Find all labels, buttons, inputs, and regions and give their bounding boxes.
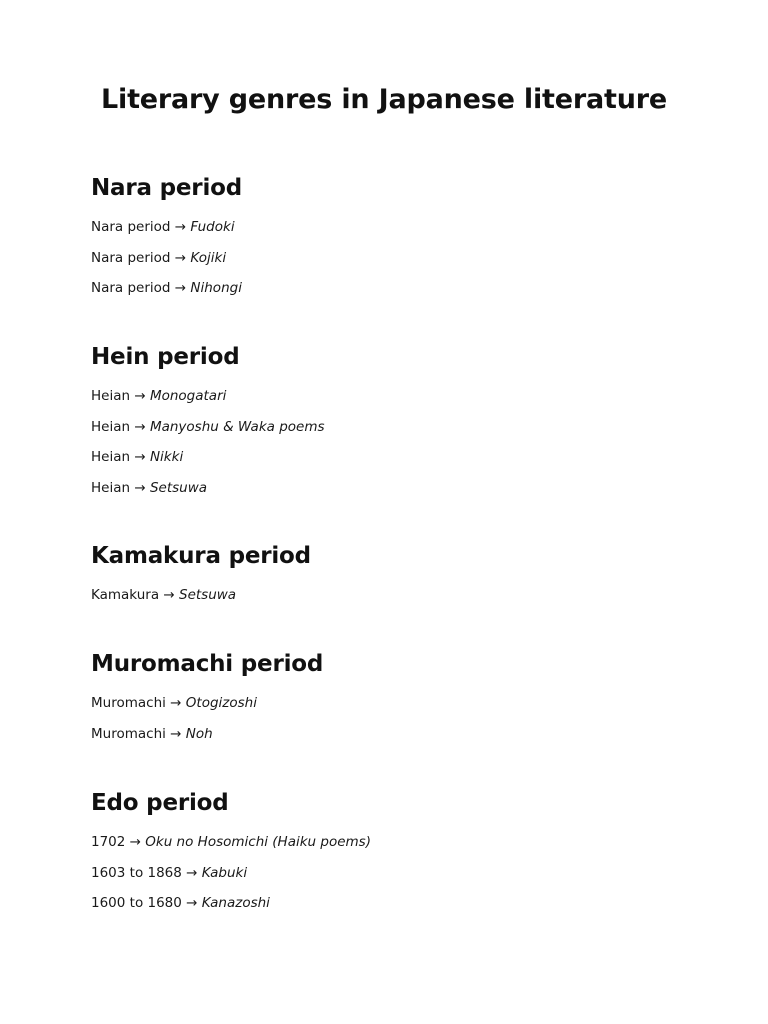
arrow-icon: → <box>186 895 198 911</box>
entry-work: Setsuwa <box>149 479 208 496</box>
arrow-icon: → <box>134 479 146 496</box>
list-item <box>91 218 242 236</box>
entry-work: Otogizoshi <box>185 695 257 711</box>
entry-work: Nikki <box>149 449 184 465</box>
arrow-icon: → <box>174 219 187 235</box>
entry-work: Setsuwa <box>179 587 237 603</box>
arrow-icon: → <box>174 280 187 296</box>
arrow-icon: → <box>134 388 146 404</box>
arrow-icon: → <box>174 249 187 266</box>
entry-era: Nara period <box>91 249 171 266</box>
list-item <box>91 694 323 712</box>
list-item <box>91 448 325 466</box>
entry-era: Heian <box>91 449 131 465</box>
entry-era: 1603 to 1868 <box>91 864 182 881</box>
entry-work: Kanazoshi <box>201 895 270 911</box>
entry-work: Manyoshu & Waka poems <box>149 418 325 435</box>
list-item <box>91 833 371 851</box>
arrow-icon: → <box>186 864 198 881</box>
entry-work: Noh <box>185 725 213 742</box>
entry-work: Nihongi <box>190 280 242 296</box>
entry-era: Nara period <box>91 280 171 296</box>
list-item <box>91 864 371 882</box>
entry-work: Kabuki <box>201 864 248 881</box>
entry-era: Heian <box>91 388 131 404</box>
section-heading: Kamakura period <box>91 543 311 569</box>
section-kamakura-period <box>91 540 311 604</box>
list-item <box>91 586 311 604</box>
arrow-icon: → <box>134 418 146 435</box>
list-item <box>91 387 325 405</box>
page-title: Literary genres in Japanese literature <box>101 84 667 115</box>
entry-work: Fudoki <box>190 219 235 235</box>
section-nara-period <box>91 172 242 297</box>
entry-era: 1702 <box>91 834 126 850</box>
entry-era: Muromachi <box>91 695 166 711</box>
section-heading: Nara period <box>91 175 242 201</box>
list-item <box>91 249 242 267</box>
section-heading: Muromachi period <box>91 651 324 677</box>
section-edo-period <box>91 787 371 912</box>
entry-era: Heian <box>91 479 131 496</box>
arrow-icon: → <box>163 587 175 603</box>
section-heading: Hein period <box>91 344 240 370</box>
arrow-icon: → <box>134 449 146 465</box>
arrow-icon: → <box>170 695 182 711</box>
list-item <box>91 479 325 497</box>
list-item <box>91 279 242 297</box>
entry-work: Oku no Hosomichi (Haiku poems) <box>145 834 371 850</box>
entry-era: Kamakura <box>91 587 160 603</box>
section-muromachi-period <box>91 648 323 743</box>
entry-era: Heian <box>91 418 131 435</box>
entry-era: Nara period <box>91 219 171 235</box>
arrow-icon: → <box>170 725 182 742</box>
entry-work: Monogatari <box>149 388 227 404</box>
section-heading: Edo period <box>91 790 229 816</box>
entry-work: Kojiki <box>190 249 227 266</box>
arrow-icon: → <box>129 834 141 850</box>
list-item <box>91 725 323 743</box>
list-item <box>91 894 371 912</box>
list-item <box>91 418 325 436</box>
section-hein-period <box>91 341 325 497</box>
entry-era: 1600 to 1680 <box>91 895 182 911</box>
entry-era: Muromachi <box>91 725 166 742</box>
